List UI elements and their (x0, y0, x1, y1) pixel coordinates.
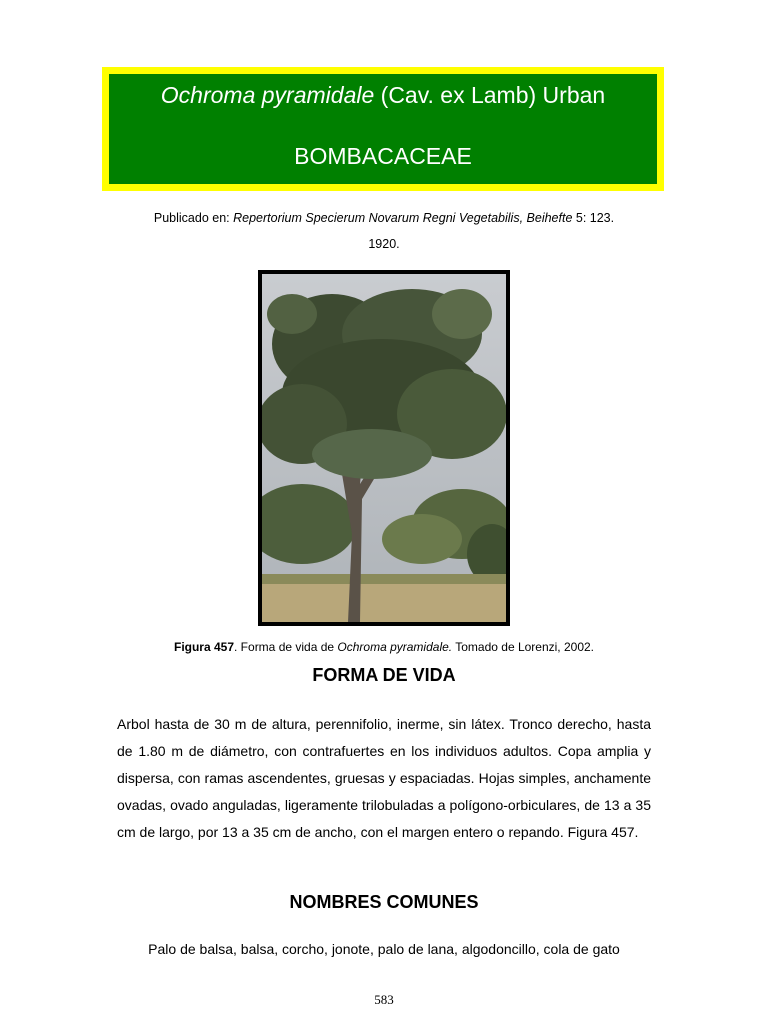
heading-forma-de-vida: FORMA DE VIDA (312, 665, 456, 685)
publication-journal: Repertorium Specierum Novarum Regni Vegetabilis, Beihefte (233, 211, 573, 225)
publication-details: 5: 123. (572, 211, 615, 225)
tree-photo (258, 270, 510, 626)
species-title (109, 82, 657, 109)
heading-nombres-comunes: NOMBRES COMUNES (289, 892, 479, 912)
species-author: (Cav. ex Lamb) Urban (374, 82, 606, 108)
common-names-text: Palo de balsa, balsa, corcho, jonote, palo de lana, algodoncillo, cola de gato (148, 941, 620, 957)
figure-label: Figura 457 (173, 640, 235, 654)
family-name: BOMBACACEAE (294, 143, 472, 169)
species-name-italic: Ochroma pyramidale (160, 82, 375, 108)
figure-caption (100, 640, 668, 654)
publication-year: 1920. (368, 237, 400, 251)
caption-species: Ochroma pyramidale. (337, 640, 453, 654)
title-box (102, 67, 664, 191)
forma-de-vida-paragraph: Arbol hasta de 30 m de altura, perennifolio, inerme, sin látex. Tronco derecho, hasta de 1.80 m de diámetro, con contrafuertes en los individuos adultos. Copa amplia y dispersa, con ramas ascendentes, gruesas y espaciadas. Hojas simples, anchamente ovadas, ovado anguladas, ligeramente trilobuladas a polígono-orbiculares, de 13 a 35 cm de largo, por 13 a 35 cm de ancho, con el margen entero o repando. Figura 457. (117, 716, 651, 840)
publication-info (110, 205, 658, 257)
tree-photo-illustration (262, 274, 506, 622)
caption-text-before: . Forma de vida de (234, 640, 338, 654)
page-number: 583 (374, 992, 394, 1007)
caption-text-after: Tomado de Lorenzi, 2002. (452, 640, 595, 654)
publication-prefix: Publicado en: (153, 211, 234, 225)
